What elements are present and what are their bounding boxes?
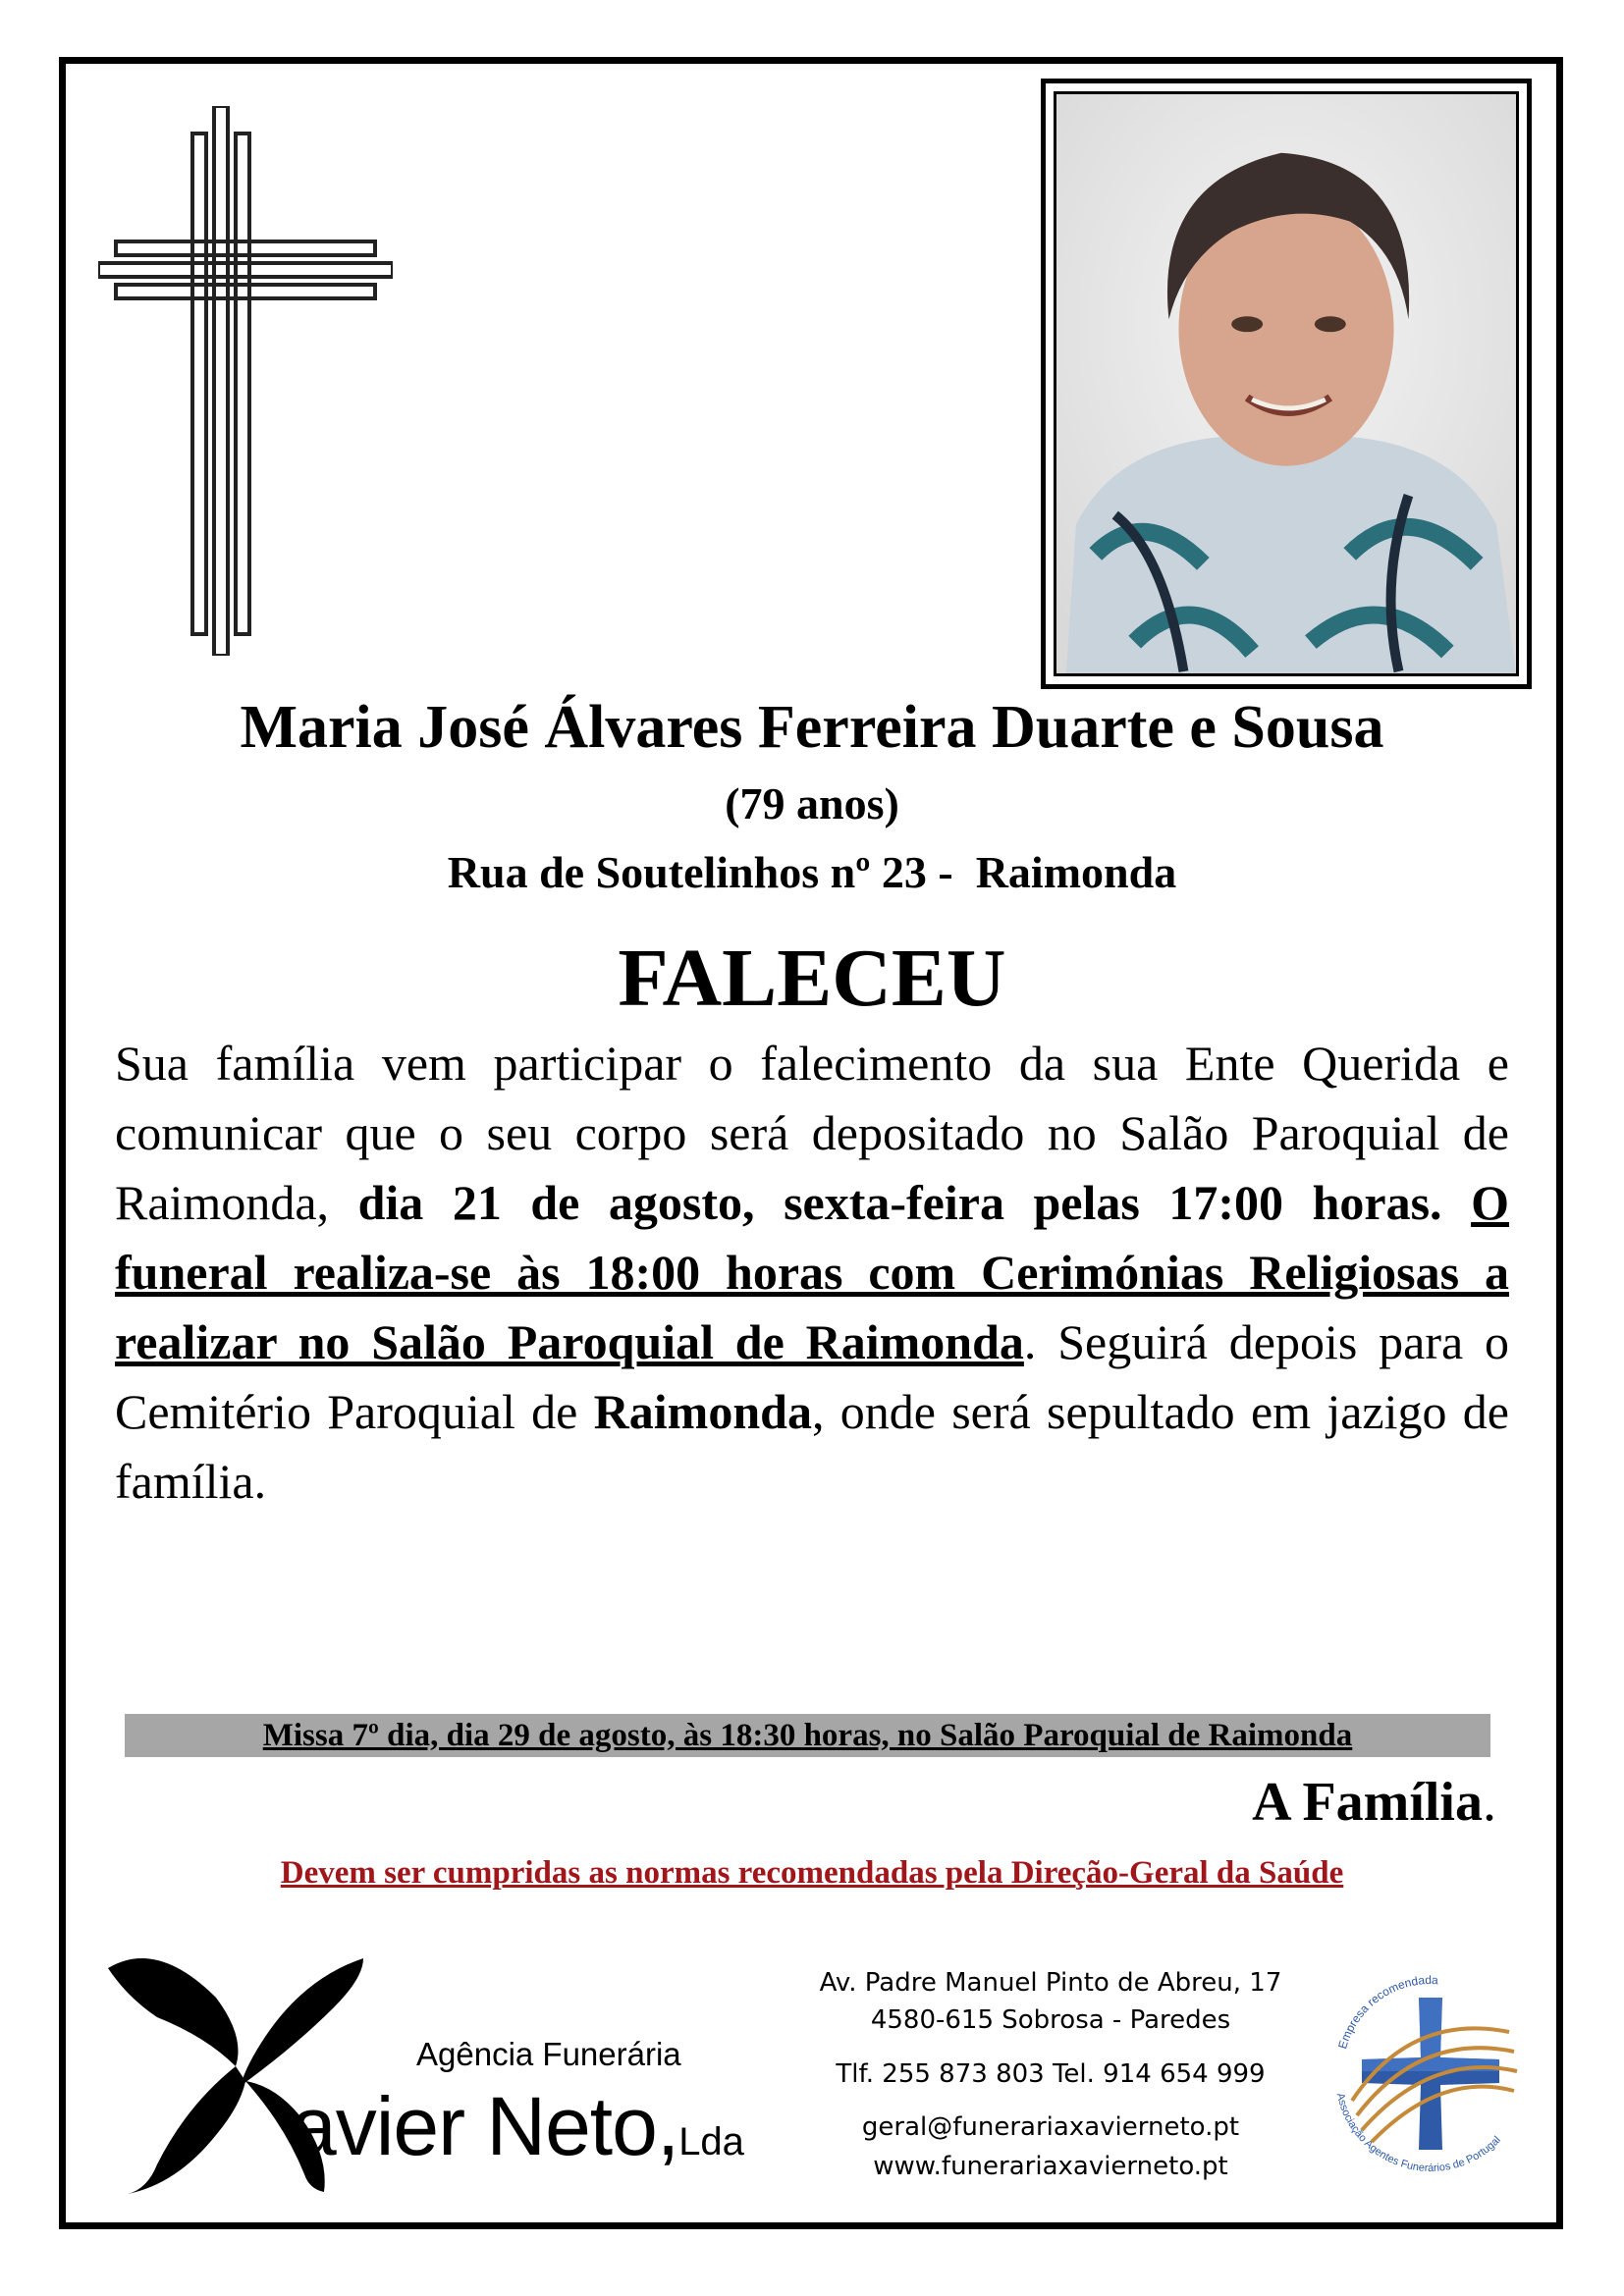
agency-phones: Tlf. 255 873 803 Tel. 914 654 999 — [836, 2059, 1266, 2089]
body-text-2: . Seguirá depois para o Cemitério Paroquial de — [115, 1314, 1510, 1439]
body-cemetery-place: Raimonda — [593, 1384, 812, 1439]
mass-notice: Missa 7º dia, dia 29 de agosto, às 18:30 horas, no Salão Paroquial de Raimonda — [125, 1714, 1490, 1757]
portrait-photo — [1056, 94, 1516, 673]
health-notice: Devem ser cumpridas as normas recomendadas pela Direção-Geral da Saúde — [280, 1855, 1344, 1891]
cross-icon — [98, 106, 393, 656]
seal-bottom-text: Associação Agentes Funerários de Portugal — [1333, 2092, 1503, 2174]
family-signature: A Família. — [1252, 1772, 1496, 1833]
portrait-frame — [1041, 79, 1532, 689]
body-text-1: Sua família vem participar o falecimento da sua Ente Querida e comunicar que o seu corpo será depositado no Salão Paroquial de Raimonda, — [115, 1036, 1509, 1230]
agency-address-line1: Av. Padre Manuel Pinto de Abreu, 17 — [819, 1968, 1282, 1998]
deceased-age: (79 anos) — [725, 778, 899, 828]
deceased-address: Rua de Soutelinhos nº 23 - Raimonda — [447, 847, 1177, 897]
body-text-3: , onde será sepultado em jazigo de família. — [115, 1384, 1509, 1509]
announcement-heading: FALECEU — [618, 933, 1006, 1024]
deceased-name: Maria José Álvares Ferreira Duarte e Sousa — [240, 694, 1384, 761]
seal-top-text: Empresa recomendada — [1335, 1972, 1439, 2051]
agency-address-line2: 4580-615 Sobrosa - Paredes — [870, 2005, 1231, 2035]
agency-website[interactable]: www.funerariaxavierneto.pt — [873, 2152, 1228, 2181]
body-funeral-time: O funeral realiza-se às 18:00 horas com Cerimónias Religiosas a realizar no Salão Paroquial de Raimonda — [115, 1175, 1509, 1369]
agency-email[interactable]: geral@funerariaxavierneto.pt — [861, 2112, 1240, 2142]
agency-name: avier Neto,Lda — [291, 2080, 744, 2172]
announcement-body — [115, 1029, 1509, 1517]
agency-tagline: Agência Funerária — [416, 2036, 681, 2072]
association-seal-icon — [1314, 1949, 1547, 2194]
body-wake-time: dia 21 de agosto, sexta-feira pelas 17:00 horas. — [357, 1175, 1442, 1230]
